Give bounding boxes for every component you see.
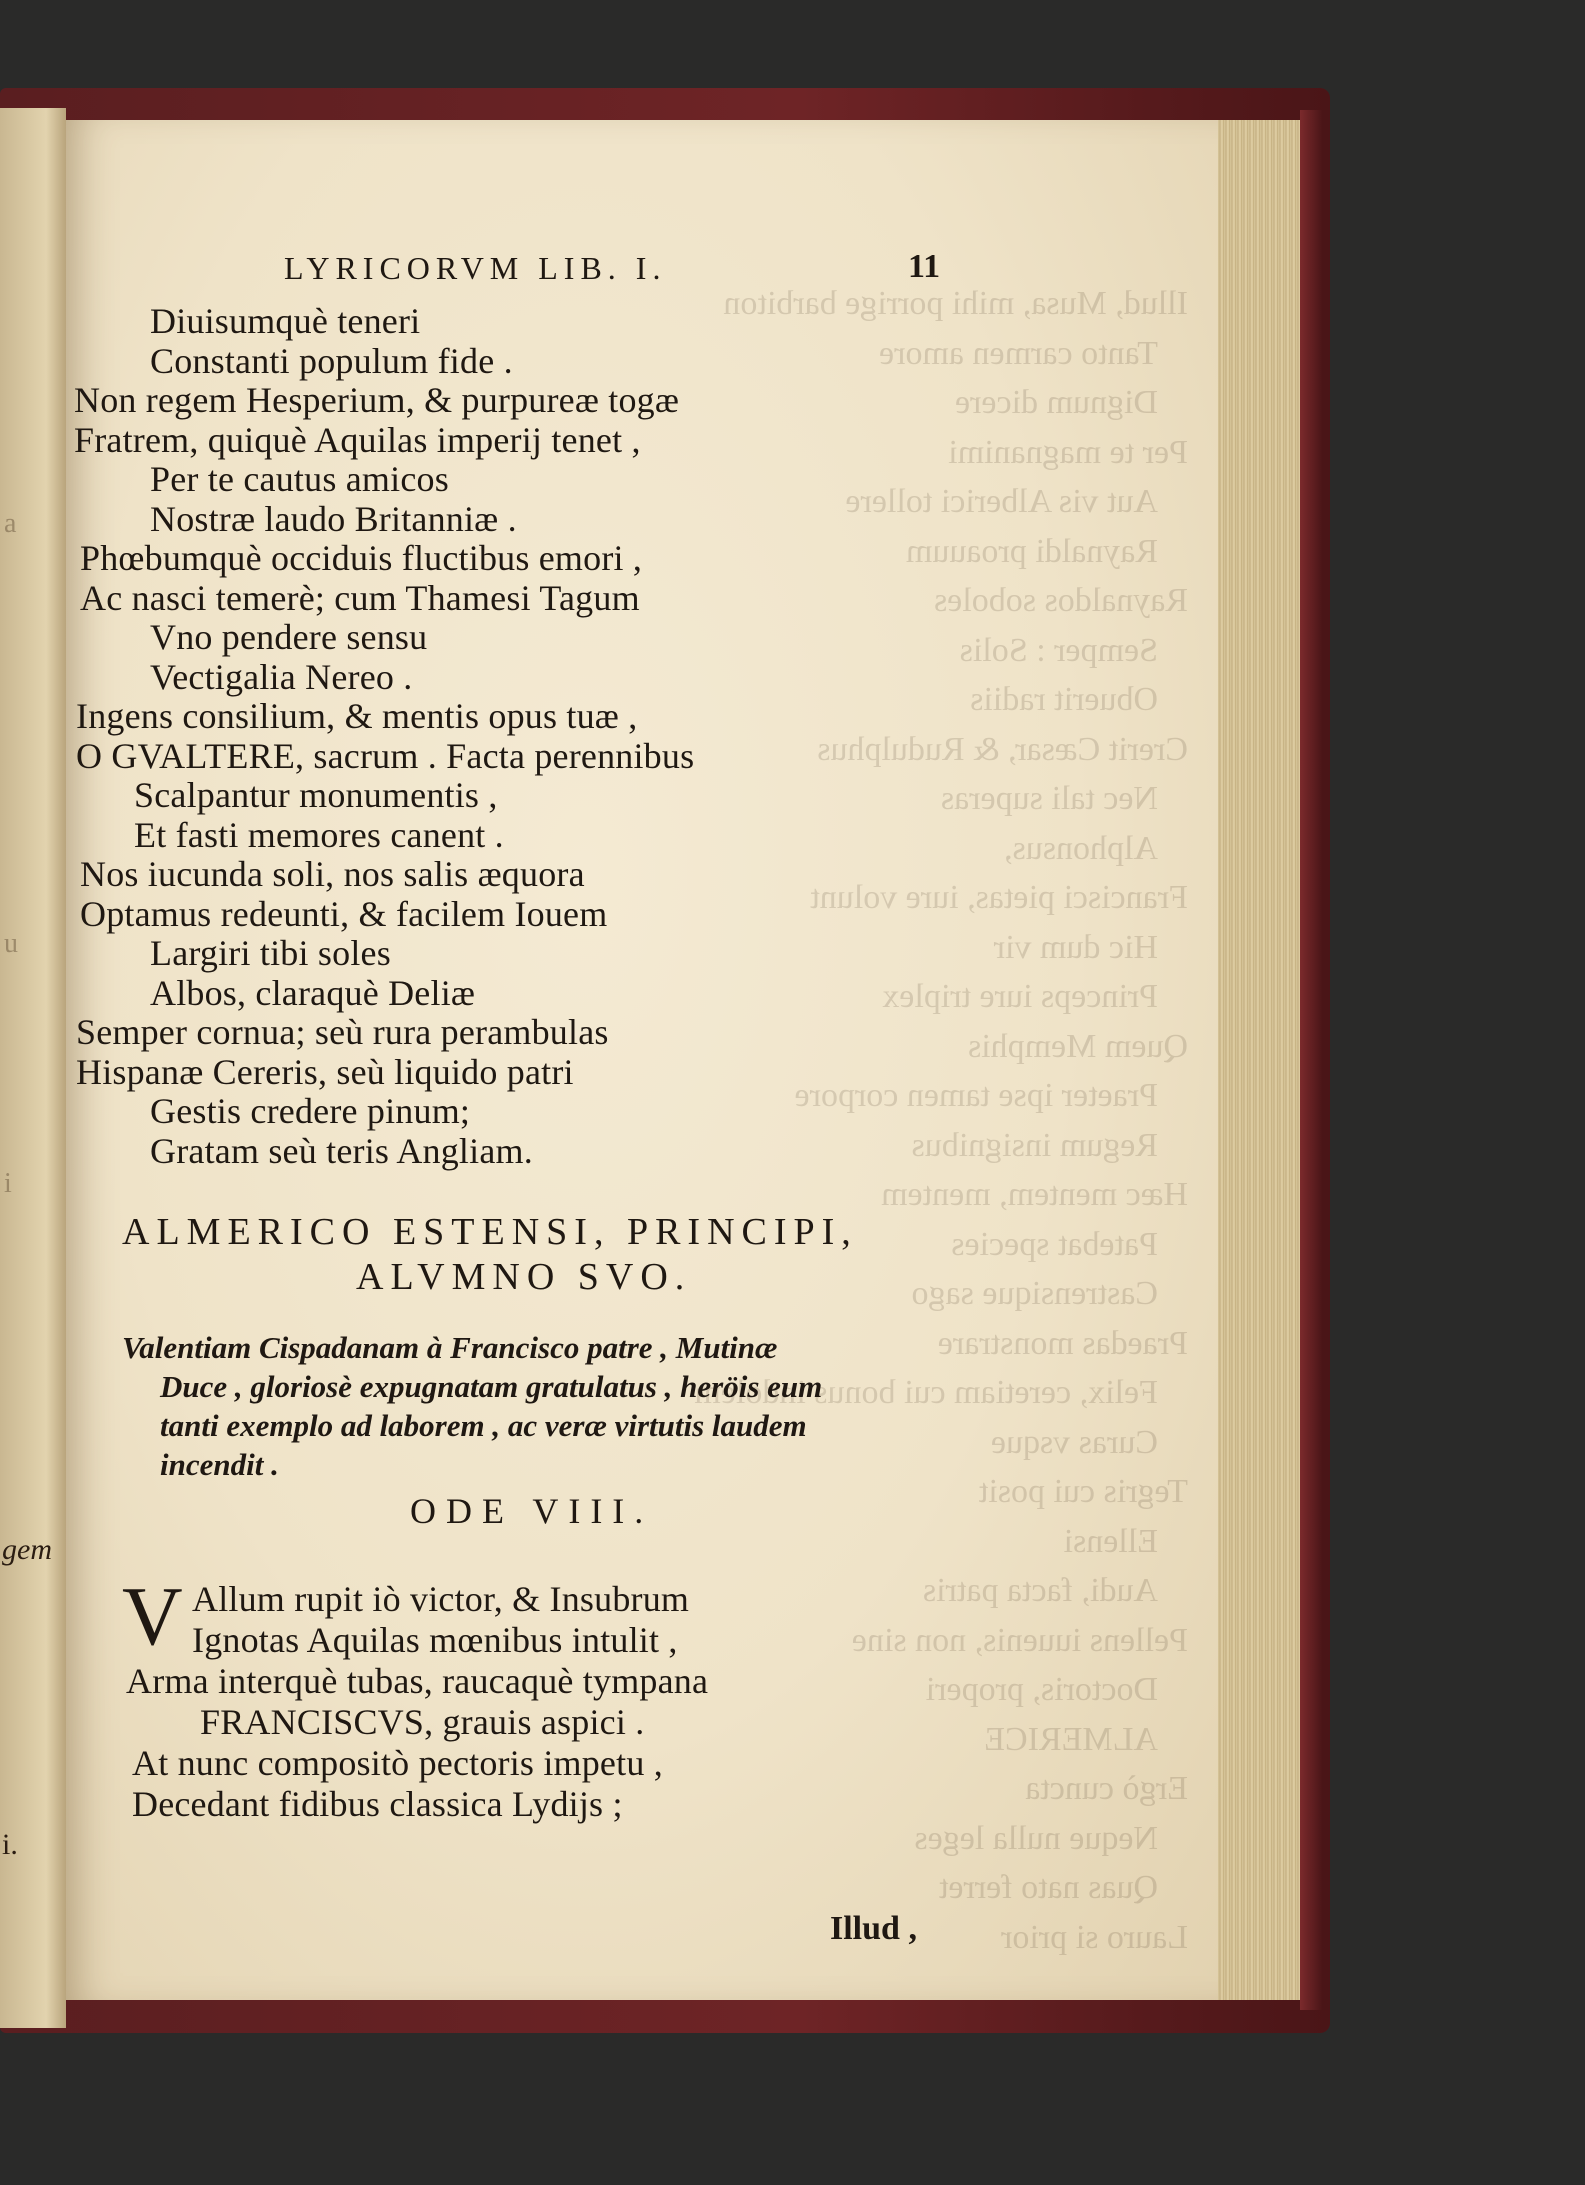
show-through-line: Tegris cui posit	[978, 1473, 1188, 1510]
poem-line: Optamus redeunti, & facilem Iouem	[80, 893, 608, 934]
running-title: LYRICORVM LIB. I.	[284, 250, 667, 286]
poem-line: Gestis credere pinum;	[150, 1091, 471, 1131]
show-through-line: Curas vsque	[990, 1423, 1158, 1461]
poem-line: Nostræ laudo Britanniæ .	[150, 498, 517, 539]
ode-line: Allum rupit iò victor, & Insubrum	[192, 1579, 690, 1619]
book-spine-edge	[1300, 110, 1322, 2010]
show-through-line: Doctoris, properi	[925, 1671, 1158, 1708]
show-through-line: Pellens iuuenis, non sine	[851, 1621, 1188, 1659]
show-through-line: Hæc mentem, mentem	[881, 1176, 1188, 1213]
poem-line: Nos iucunda soli, nos salis æquora	[80, 854, 585, 894]
show-through-line: Ellensi	[1063, 1522, 1158, 1560]
show-through-line: Alphonsus,	[1004, 829, 1158, 867]
ode-dedication-line-1: ALMERICO ESTENSI, PRINCIPI,	[122, 1211, 858, 1253]
right-page	[66, 120, 1218, 2000]
poem-line: Phœbumquè occiduis fluctibus emori ,	[80, 538, 643, 578]
poem-line: Non regem Hesperium, & purpureæ togæ	[74, 380, 680, 420]
show-through-line: Tanto carmen amore	[879, 334, 1158, 372]
poem-line: Scalpantur monumentis ,	[134, 775, 498, 815]
show-through-line: Princeps iure triplex	[882, 978, 1158, 1015]
show-through-line: Dignum dicere	[955, 384, 1158, 421]
show-through-line: Audi, facta patris	[922, 1572, 1158, 1609]
page-number: 11	[908, 248, 941, 285]
show-through-line: Francisci pietas, iure volunt	[810, 879, 1188, 916]
show-through-line: Quas nato ferret	[938, 1869, 1158, 1906]
ode-number: ODE VIII.	[410, 1491, 654, 1531]
show-through-line: ALMERICE	[984, 1720, 1158, 1758]
show-through-line: Nec tali superas	[940, 780, 1158, 817]
show-through-line: Ergò cuncta	[1025, 1770, 1188, 1807]
ode-line: At nunc compositò pectoris impetu ,	[132, 1743, 663, 1783]
drop-cap: V	[122, 1570, 183, 1663]
poem-line: Ingens consilium, & mentis opus tuæ ,	[76, 696, 638, 736]
argument-line: Valentiam Cispadanam à Francisco patre , Mutinæ	[122, 1330, 778, 1365]
poem-line: Albos, claraquè Deliæ	[150, 972, 476, 1013]
poem-line: Diuisumquè teneri	[150, 301, 421, 341]
ode-line: Decedant fidibus classica Lydijs ;	[132, 1784, 623, 1824]
catchword: Illud ,	[830, 1910, 917, 1947]
show-through-line: Raynaldi proauum	[905, 532, 1158, 570]
page-block-edge	[1218, 120, 1300, 2000]
show-through-line: Crerit Cæsar, & Rudulphus	[817, 730, 1188, 768]
show-through-line: Castrensique sago	[911, 1275, 1158, 1312]
show-through-line: Aut vis Alberici tollere	[845, 483, 1158, 520]
show-through-line: Patebat species	[951, 1225, 1158, 1263]
ode-line: Arma interquè tubas, raucaquè tympana	[126, 1661, 709, 1701]
poem-line: Constanti populum fide .	[150, 340, 513, 381]
poem-line: Gratam seù teris Angliam.	[150, 1130, 533, 1171]
ode-line: FRANCISCVS, grauis aspici .	[200, 1702, 645, 1742]
left-page-fragment-mark: i.	[2, 1828, 18, 1861]
left-page-edge	[0, 108, 66, 2028]
show-through-line: Lauro si prior	[1001, 1918, 1188, 1956]
poem-line: Semper cornua; seù rura perambulas	[76, 1012, 609, 1052]
poem-line: Largiri tibi soles	[150, 933, 391, 973]
show-through-line: Hic dum vir	[993, 928, 1158, 966]
show-through-line: Regum insignibus	[911, 1126, 1158, 1164]
show-through-line: Praedas monstrare	[937, 1324, 1188, 1362]
left-page-fragments: a u i gem i.	[2, 508, 52, 1861]
show-through-line: Per te magnanimi	[948, 433, 1188, 471]
poem-line: Vectigalia Nereo .	[150, 656, 413, 697]
argument-line: Duce , gloriosè expugnatam gratulatus , heröis eum	[160, 1369, 823, 1404]
ode-line: Ignotas Aquilas mœnibus intulit ,	[192, 1620, 678, 1660]
show-through-line: Raynaldos soboles	[933, 582, 1188, 619]
show-through-line: Obuerit radiis	[970, 681, 1158, 718]
poem-line: Per te cautus amicos	[150, 459, 449, 499]
argument-line: tanti exemplo ad laborem , ac veræ virtutis laudem	[160, 1408, 807, 1443]
ode-dedication-line-2: ALVMNO SVO.	[356, 1256, 692, 1298]
argument-line: incendit .	[160, 1447, 279, 1482]
show-through-line: Quem Memphis	[967, 1027, 1188, 1065]
poem-line: Et fasti memores canent .	[134, 814, 504, 855]
show-through-line: Felix, ceretiam cui bonus indolem	[694, 1374, 1158, 1411]
poem-line: O GVALTERE, sacrum . Facta perennibus	[76, 735, 695, 776]
show-through-line: Illud, Musa, mihi porrige barbiton	[723, 285, 1188, 322]
page-text	[66, 120, 1218, 2000]
show-through-line: Praeter ipse tamen corpore	[794, 1077, 1158, 1114]
poem-line: Ac nasci temerè; cum Thamesi Tagum	[80, 577, 640, 618]
poem-line: Fratrem, quiquè Aquilas imperij tenet ,	[74, 419, 641, 460]
poem-line: Hispanæ Cereris, seù liquido patri	[76, 1051, 574, 1092]
show-through-line: Neque nulla leges	[914, 1819, 1158, 1857]
left-page-fragment-word: gem	[2, 1533, 52, 1566]
poem-line: Vno pendere sensu	[150, 617, 428, 657]
show-through-line: Semper : Solis	[959, 631, 1158, 669]
